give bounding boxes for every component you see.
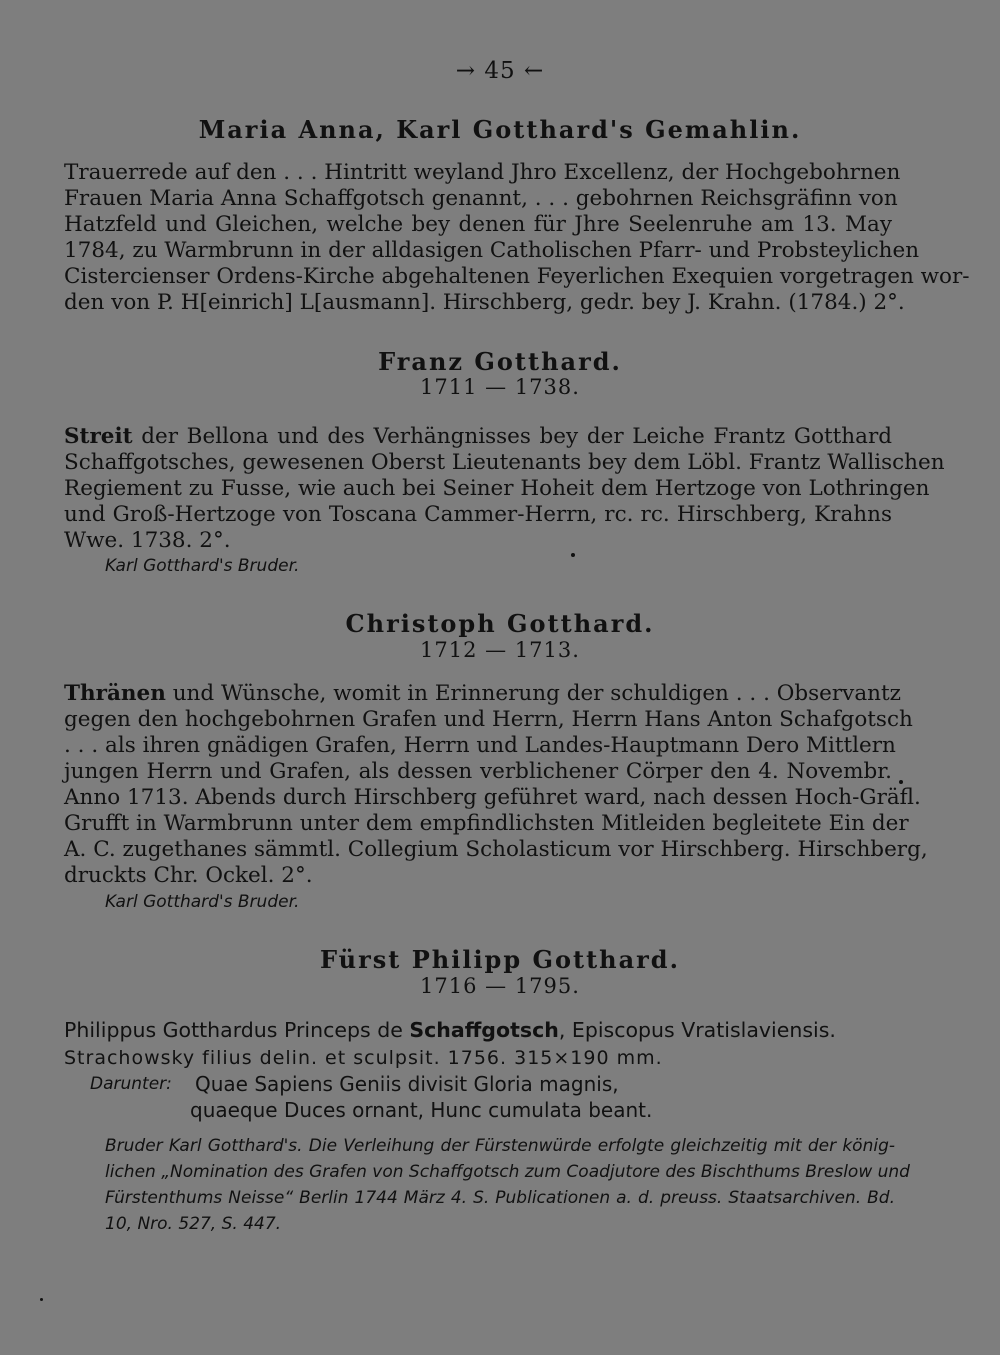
text-line: Thränen und Wünsche, womit in Erinnerung der schuldigen . . . Observantz (64, 681, 901, 706)
section-years-christoph: 1712 — 1713. (420, 638, 580, 662)
section-heading-franz: Franz Gotthard. (378, 347, 622, 376)
text-line: Cistercienser Ordens-Kirche abgehaltenen Feyerlichen Exequien vorgetragen wor- (64, 264, 970, 289)
section-years-franz: 1711 — 1738. (420, 375, 580, 399)
darunter-label: Darunter: (90, 1074, 172, 1094)
section-years-philipp: 1716 — 1795. (420, 974, 580, 998)
section-note-christoph: Karl Gotthard's Bruder. (105, 892, 300, 912)
text-line: jungen Herrn und Grafen, als dessen verblichener Cörper den 4. Novembr. (64, 759, 892, 784)
surname-bold: Schaffgotsch (409, 1018, 559, 1042)
note-line: lichen „Nomination des Grafen von Schaffgotsch zum Coadjutore des Bischthums Breslow und (105, 1162, 910, 1182)
text-line: Hatzfeld und Gleichen, welche bey denen für Jhre Seelenruhe am 13. May (64, 212, 892, 237)
text-line: Trauerrede auf den . . . Hintritt weyland Jhro Excellenz, der Hochgebohrnen (64, 160, 901, 185)
text-line: 1784, zu Warmbrunn in der alldasigen Catholischen Pfarr- und Probsteylichen (64, 238, 920, 263)
section-heading-philipp: Fürst Philipp Gotthard. (320, 945, 680, 974)
text-line: Regiement zu Fusse, wie auch bei Seiner Hoheit dem Hertzoge von Lothringen (64, 476, 930, 501)
ink-speck (571, 553, 575, 557)
paragraph-thraenen (64, 681, 928, 889)
section-heading-christoph: Christoph Gotthard. (345, 609, 655, 638)
text-line: Grufft in Warmbrunn unter dem empfindlichsten Mitleiden begleitete Ein der (64, 811, 909, 836)
lead-word: Streit (64, 424, 133, 449)
ink-speck (40, 1298, 43, 1301)
closing-note (105, 1133, 910, 1237)
text-line: Frauen Maria Anna Schaffgotsch genannt, . . . gebohrnen Reichsgräfinn von (64, 186, 898, 211)
note-line: Fürstenthums Neisse“ Berlin 1744 März 4. S. Publicationen a. d. preuss. Staatsarchiven. Bd. (105, 1188, 895, 1208)
text-line: . . . als ihren gnädigen Grafen, Herrn und Landes-Hauptmann Dero Mittlern (64, 733, 896, 758)
verse-line-2: quaeque Duces ornant, Hunc cumulata beant. (190, 1098, 653, 1122)
text-line: den von P. H[einrich] L[ausmann]. Hirschberg, gedr. bey J. Krahn. (1784.) 2°. (64, 290, 905, 315)
text-line: Wwe. 1738. 2°. (64, 528, 231, 553)
paragraph-trauerrede (64, 160, 970, 316)
text-line: Anno 1713. Abends durch Hirschberg geführet ward, nach dessen Hoch-Gräfl. (64, 785, 921, 810)
text-line: Streit der Bellona und des Verhängnisses bey der Leiche Frantz Gotthard (64, 424, 893, 449)
text-line: Schaffgotsches, gewesenen Oberst Lieutenants bey dem Löbl. Frantz Wallischen (64, 450, 945, 475)
text-line: und Groß-Hertzoge von Toscana Cammer-Herrn, rc. rc. Hirschberg, Krahns (64, 502, 892, 527)
engraver-line: Strachowsky filius delin. et sculpsit. 1756. 315×190 mm. (64, 1047, 663, 1069)
page-number: → 45 ← (455, 58, 545, 84)
portrait-title-line: Philippus Gotthardus Princeps de Schaffgotsch, Episcopus Vratislaviensis. (64, 1018, 836, 1042)
paragraph-streit (64, 424, 945, 554)
note-line: 10, Nro. 527, S. 447. (105, 1214, 282, 1234)
section-note-franz: Karl Gotthard's Bruder. (105, 556, 300, 576)
lead-word: Thränen (64, 681, 166, 706)
section-heading-maria-anna: Maria Anna, Karl Gotthard's Gemahlin. (198, 115, 802, 144)
ink-speck (899, 780, 903, 784)
text-line: A. C. zugethanes sämmtl. Collegium Scholasticum vor Hirschberg. Hirschberg, (64, 837, 928, 862)
note-line: Bruder Karl Gotthard's. Die Verleihung der Fürstenwürde erfolgte gleichzeitig mit der könig- (105, 1136, 895, 1156)
verse-line-1: Quae Sapiens Geniis divisit Gloria magnis, (195, 1072, 619, 1096)
text-line: druckts Chr. Ockel. 2°. (64, 863, 313, 888)
text-line: gegen den hochgebohrnen Grafen und Herrn, Herrn Hans Anton Schafgotsch (64, 707, 913, 732)
